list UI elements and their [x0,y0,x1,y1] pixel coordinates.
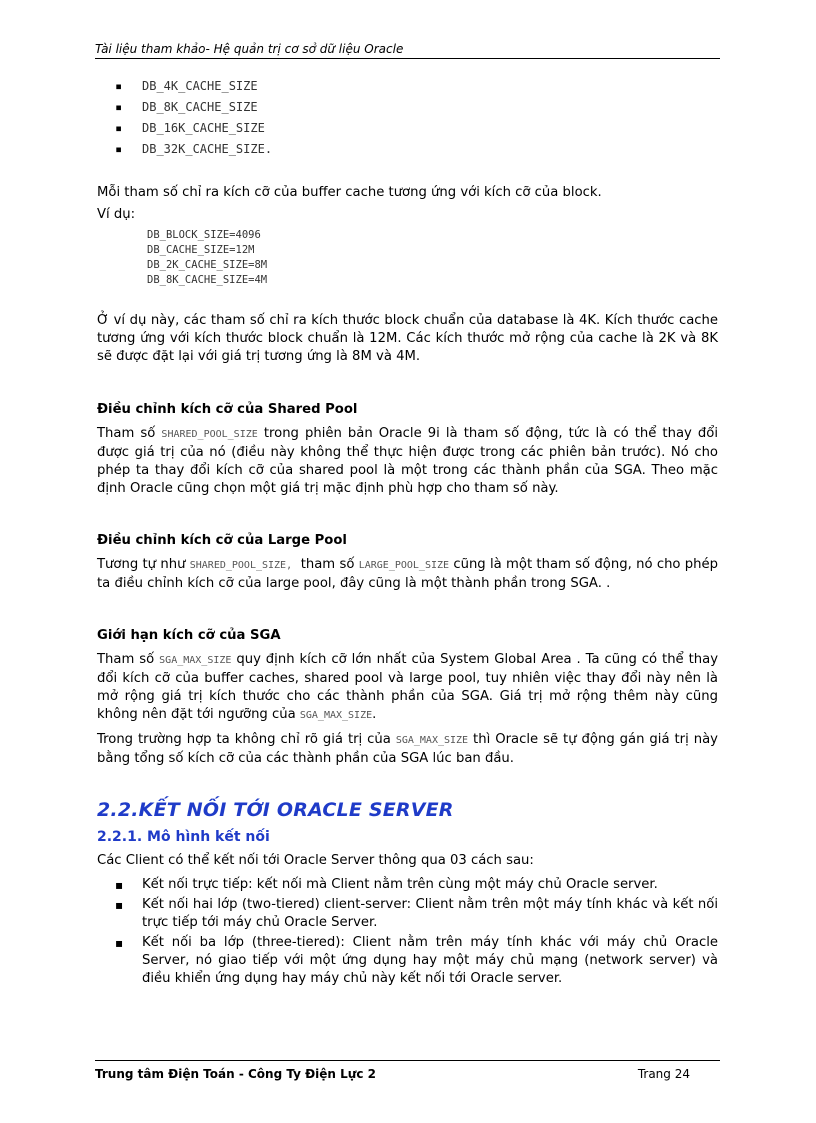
text-run: trong phiên bản Oracle 9i là tham số động, tức là có thể thay đổi được giá trị của nó (điều này không thể thực hiện được trong các phiên bản trước). Nó cho phép ta thay đổi kích cỡ của shared pool là một trong các thành phần của SGA. Theo mặc định Oracle cũng chọn một giá trị mặc định phù hợp cho tham số này. [97,426,718,496]
inline-code: SGA_MAX_SIZE [395,735,469,746]
list-item: ▪ DB_4K_CACHE_SIZE [97,76,718,97]
code-line: DB_2K_CACHE_SIZE=8M [147,259,268,271]
code-example [147,228,718,288]
page-footer [95,1060,720,1082]
section-heading: 2.2.KẾT NỐI TỚI ORACLE SERVER [97,799,454,821]
text-run: thì Oracle sẽ tự động gán giá trị này bằng tổng số kích cỡ của các thành phần của SGA lúc ban đầu. [97,732,718,766]
text-run: Trong trường hợp ta không chỉ rõ giá trị của [97,732,396,747]
text-run: cũng là một tham số động, nó cho phép ta điều chỉnh kích cỡ của large pool, đây cũng là một thành phần trong SGA. . [97,557,719,591]
text-run: Tham số [97,652,160,667]
page-body [97,76,718,990]
subsection-heading: 2.2.1. Mô hình kết nối [97,829,270,845]
heading-sga: Giới hạn kích cỡ của SGA [97,628,281,643]
connection-list [97,876,718,988]
inline-code: LARGE_POOL_SIZE [358,560,450,571]
inline-code: SHARED_POOL_SIZE, [189,560,293,571]
para-sga-1 [97,651,718,725]
list-item: ▪ DB_8K_CACHE_SIZE [97,97,718,118]
list-item: ▪ DB_32K_CACHE_SIZE. [97,139,718,160]
para-shared-pool [97,425,718,498]
list-item: ▪ Kết nối trực tiếp: kết nối mà Client nằm trên cùng một máy chủ Oracle server. [97,876,718,894]
heading-shared-pool: Điều chỉnh kích cỡ của Shared Pool [97,402,358,417]
list-item: ▪ Kết nối hai lớp (two-tiered) client-server: Client nằm trên một máy tính khác và kết nối trực tiếp tới máy chủ Oracle Server. [97,896,718,932]
code-line: DB_CACHE_SIZE=12M [147,244,255,256]
inline-code: SHARED_POOL_SIZE [161,429,258,440]
inline-code: SGA_MAX_SIZE [299,710,373,721]
para-example: Ở ví dụ này, các tham số chỉ ra kích thước block chuẩn của database là 4K. Kích thước cache tương ứng với kích thước block chuẩn là 12M. Các kích thước mở rộng của cache là 2K và 8K sẽ được đặt lại với giá trị tương ứng là 8M và 4M. [97,313,718,364]
code-line: DB_BLOCK_SIZE=4096 [147,229,261,241]
text-run: quy định kích cỡ lớn nhất của System Global Area . Ta cũng có thể thay đổi kích cỡ của buffer caches, shared pool và large pool, tuy nhiên việc thay đổi này nên là mở rộng giá trị kích thước cho các thành phần của SGA. Giá trị mở rộng thêm này cũng không nên đặt tới ngưỡng của [97,652,719,722]
inline-code: SGA_MAX_SIZE [159,655,232,666]
para-each-param: Mỗi tham số chỉ ra kích cỡ của buffer cache tương ứng với kích cỡ của block. [97,185,602,200]
para-intro: Các Client có thể kết nối tới Oracle Server thông qua 03 cách sau: [97,853,534,868]
text-run: . [372,707,377,722]
text-run: Tham số [97,426,162,441]
code-line: DB_8K_CACHE_SIZE=4M [147,274,268,286]
cache-param-list [97,76,718,160]
text-run: Tương tự như [97,557,190,572]
example-label: Ví dụ: [97,207,136,222]
para-sga-2 [97,731,718,768]
footer-org: Trung tâm Điện Toán - Công Ty Điện Lực 2 [95,1067,376,1081]
text-run: tham số [292,557,359,572]
para-large-pool [97,556,718,593]
page-number: Trang 24 [637,1067,690,1081]
heading-large-pool: Điều chỉnh kích cỡ của Large Pool [97,533,347,548]
list-item: ▪ Kết nối ba lớp (three-tiered): Client nằm trên máy tính khác với máy chủ Oracle Server, nó giao tiếp với một ứng dụng hay một máy chủ mạng (network server) và điều khiển ứng dụng hay máy chủ này kết nối tới Oracle server. [97,934,718,988]
page-header: Tài liệu tham khảo- Hệ quản trị cơ sở dữ liệu Oracle [95,41,720,59]
list-item: ▪ DB_16K_CACHE_SIZE [97,118,718,139]
